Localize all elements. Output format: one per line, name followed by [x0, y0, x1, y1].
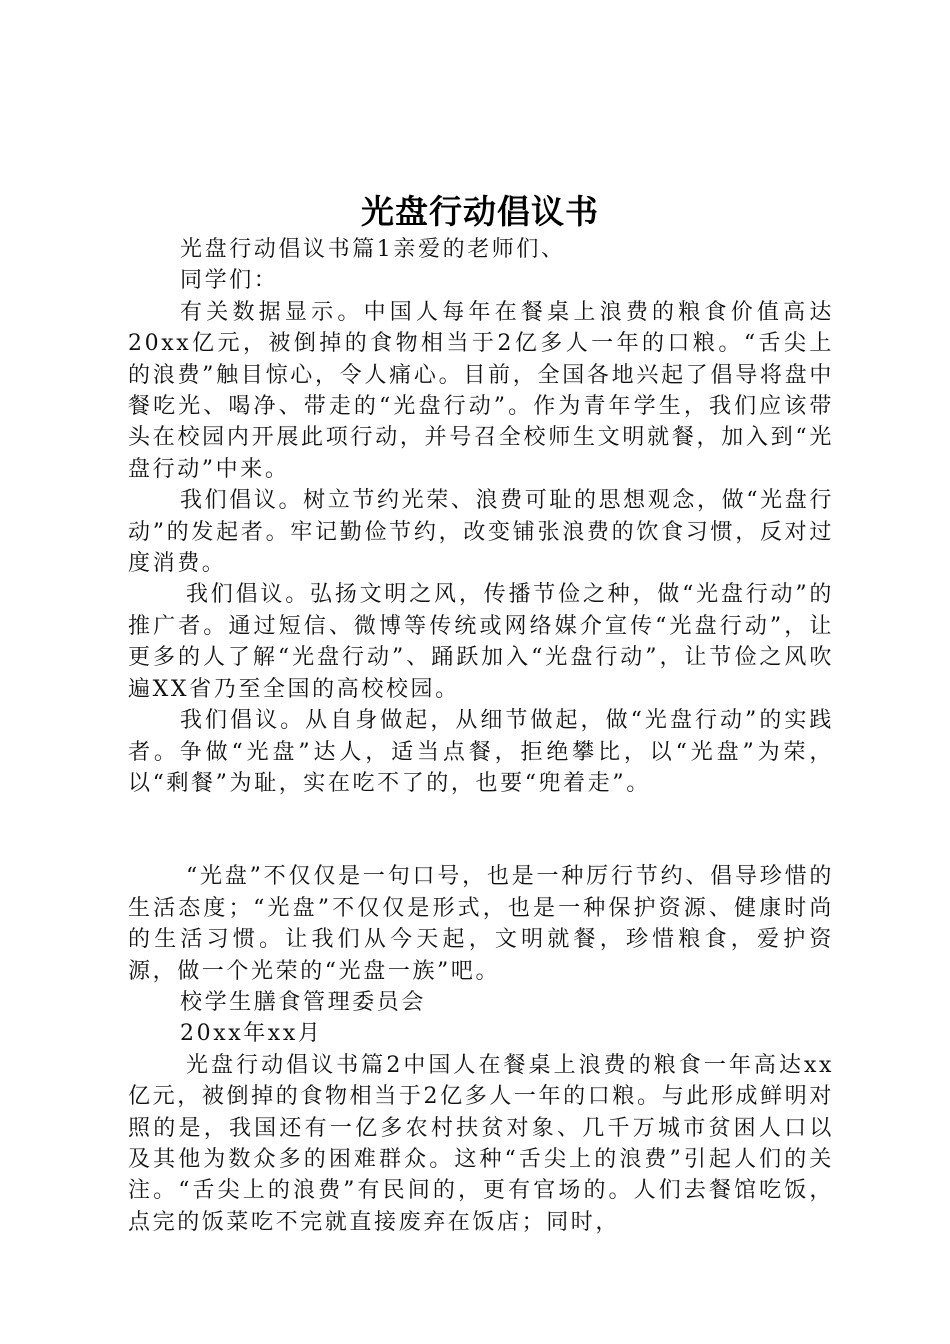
- paragraph-gap: [128, 799, 834, 861]
- paragraph-intro: 光盘行动倡议书篇1亲爱的老师们、: [180, 237, 566, 262]
- paragraph-proposal-2: 我们倡议。弘扬文明之风，传播节俭之种，做“光盘行动”的推广者。通过短信、微博等传统或网络媒介宣传“光盘行动”，让更多的人了解“光盘行动”、踊跃加入“光盘行动”，让节俭之风吹遍XX省乃至全国的高校校园。: [128, 582, 834, 702]
- paragraph-proposal-3: 我们倡议。从自身做起，从细节做起，做“光盘行动”的实践者。争做“光盘”达人，适当点餐，拒绝攀比，以“光盘”为荣，以“剩餐”为耻，实在吃不了的，也要“兜着走”。: [128, 708, 834, 796]
- paragraph-part-2: 光盘行动倡议书篇2中国人在餐桌上浪费的粮食一年高达xx亿元，被倒掉的食物相当于2亿多人一年的口粮。与此形成鲜明对照的是，我国还有一亿多农村扶贫对象、几千万城市贫困人口以及其他为数众多的困难群众。这种“舌尖上的浪费”引起人们的关注。“舌尖上的浪费”有民间的，更有官场的。人们去餐馆吃饭，点完的饭菜吃不完就直接废弃在饭店；同时，: [128, 1052, 834, 1235]
- paragraph-conclusion: “光盘”不仅仅是一句口号，也是一种厉行节约、倡导珍惜的生活态度；“光盘”不仅仅是形式，也是一种保护资源、健康时尚的生活习惯。让我们从今天起，文明就餐，珍惜粮食，爱护资源，做一个光荣的“光盘一族”吧。: [128, 864, 834, 984]
- document-title: 光盘行动倡议书: [361, 192, 599, 231]
- signature-committee: 校学生膳食管理委员会: [180, 989, 427, 1015]
- document-body: [128, 234, 834, 1238]
- paragraph-proposal-1: 我们倡议。树立节约光荣、浪费可耻的思想观念，做“光盘行动”的发起者。牢记勤俭节约，改变铺张浪费的饮食习惯，反对过度消费。: [128, 488, 834, 577]
- paragraph-salutation: 同学们：: [180, 268, 279, 294]
- signature-date: 20xx年xx月: [180, 1021, 323, 1047]
- paragraph-data: 有关数据显示。中国人每年在餐桌上浪费的粮食价值高达20xx亿元，被倒掉的食物相当于2亿多人一年的口粮。“舌尖上的浪费”触目惊心，令人痛心。目前，全国各地兴起了倡导将盘中餐吃光、喝净、带走的“光盘行动”。作为青年学生，我们应该带头在校园内开展此项行动，并号召全校师生文明就餐，加入到“光盘行动”中来。: [128, 299, 834, 482]
